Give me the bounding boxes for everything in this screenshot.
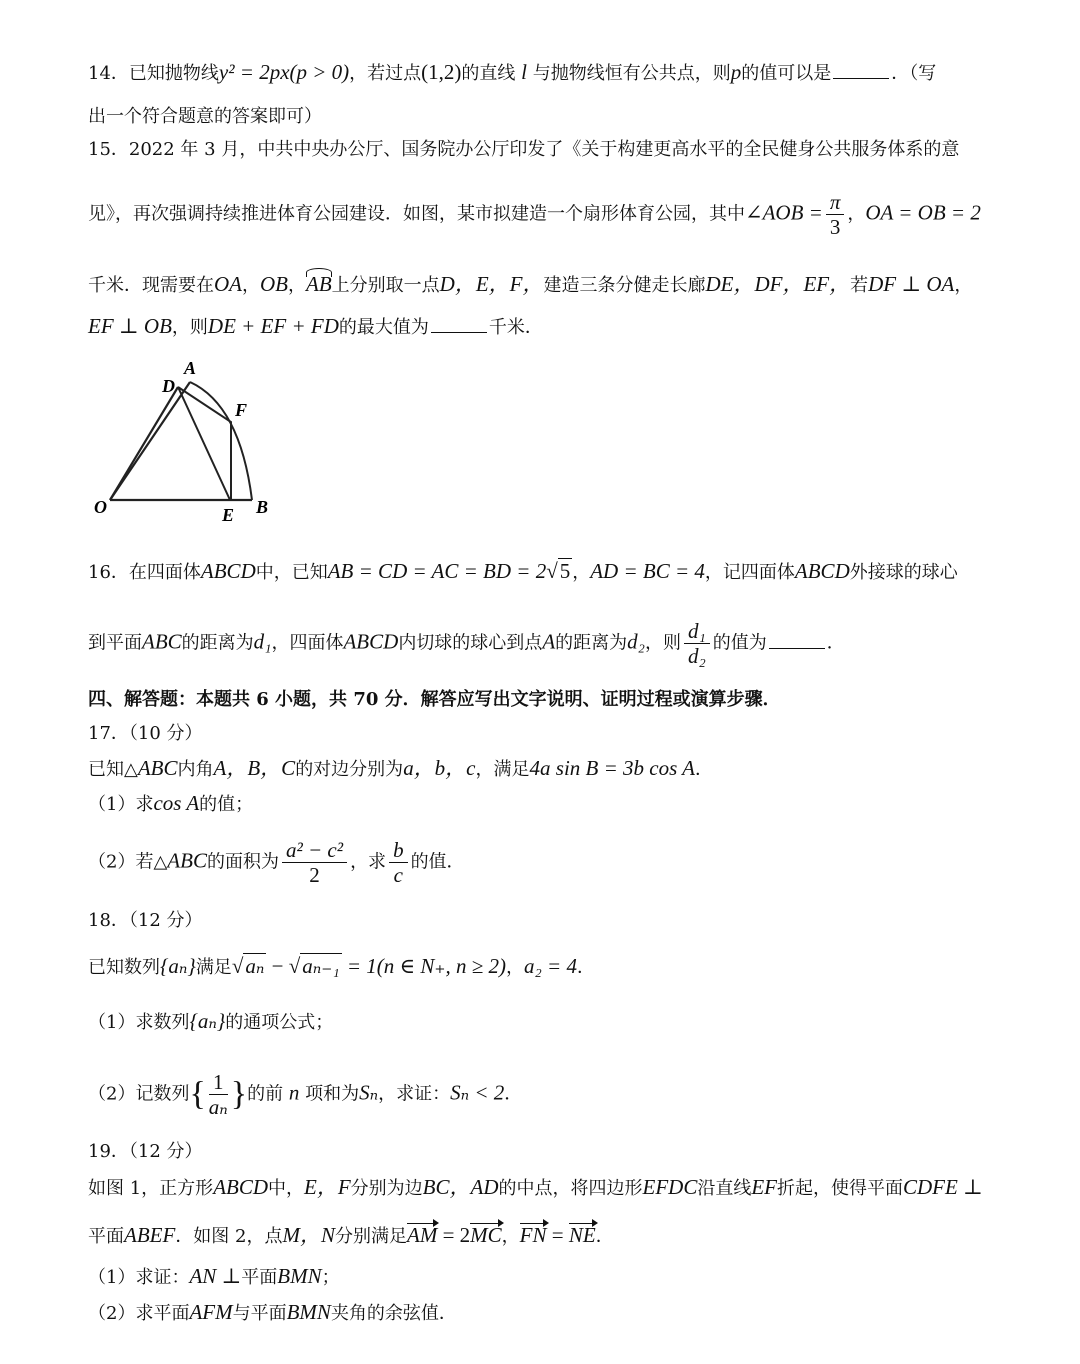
label-A: A (184, 358, 197, 378)
q18-sub1: （1）求数列{aₙ}的通项公式； (88, 1009, 334, 1033)
d1-over-d2: $\frac{\text{d₁}}{\text{d₂}}$ (684, 619, 710, 668)
q17-head: 17．（10 分） (88, 723, 203, 744)
answer-blank (833, 64, 889, 79)
label-O: O (94, 497, 107, 517)
q15-line1: 15．2022 年 3 月，中共中央办公厅、国务院办公厅印发了《关于构建更高水平的全民健身公共服务体系的意 (88, 139, 960, 160)
section-heading: 四、解答题：本题共 6 小题，共 70 分．解答应写出文字说明、证明过程或演算步骤． (88, 689, 781, 710)
q14-line1: 14．已知抛物线y² = 2px(p > 0)，若过点(1,2)的直线 l 与抛物线恒有公共点，则p的值可以是 ．（写 (88, 60, 937, 84)
label-D: D (162, 376, 175, 396)
q17-sub1: （1）求cos A的值； (88, 791, 254, 815)
label-B: B (256, 497, 269, 517)
answer-blank (431, 318, 487, 333)
q18-head: 18．（12 分） (88, 910, 203, 931)
answer-blank (769, 634, 825, 649)
q16-line2: 到平面ABC的距离为d₁，四面体ABCD内切球的球心到点A的距离为d₂，则 $\frac{\text{d₁}}{\text{d₂}}$ 的值为 ． (88, 619, 845, 669)
q15-line3: 千米．现需要在OA，OB，AB上分别取一点D，E，F，建造三条分健走长廊DE，DF，EF，若DF ⊥ OA， (88, 272, 973, 296)
one-over-an: $\frac{1}{\text{aₙ}}$ (208, 1070, 228, 1120)
vector-mc: MC (470, 1223, 502, 1247)
pi-over-3: $\frac{\pi}{3}$ (826, 190, 845, 239)
q18-sub2: （2）记数列{ $\frac{1}{\text{aₙ}}$ }的前 n 项和为Sₙ，求证：Sₙ < 2． (88, 1070, 523, 1120)
q19-head: 19．（12 分） (88, 1141, 203, 1162)
q14-line2: 出一个符合题意的答案即可） (88, 106, 322, 127)
q19-line1: 如图 1，正方形ABCD中，E，F分别为边BC，AD的中点，将四边形EFDC沿直线EF折起，使得平面CDFE ⊥ (88, 1175, 983, 1199)
q15-line4: EF ⊥ OB，则DE + EF + FD的最大值为 千米． (88, 314, 543, 338)
q19-line2: 平面ABEF．如图 2，点M，N分别满足AM = 2MC，FN = NE． (88, 1223, 614, 1247)
q19-sub2: （2）求平面AFM与平面BMN夹角的余弦值． (88, 1300, 457, 1324)
label-F: F (235, 400, 248, 420)
q17-line1: 已知△ABC内角A，B，C的对边分别为a，b，c，满足4a sin B = 3b cos A． (88, 756, 713, 780)
arc-ab: AB (306, 272, 332, 296)
vector-am: AM (407, 1223, 438, 1247)
label-E: E (222, 505, 235, 525)
q15-line2: 见》，再次强调持续推进体育公园建设．如图，某市拟建造一个扇形体育公园，其中∠AOB = $\frac{\pi}{3}$ ，OA = OB = 2 (88, 190, 981, 240)
b-over-c: $\frac{b}{c}$ (389, 838, 408, 887)
sector-figure (90, 355, 280, 525)
vector-fn: FN (519, 1223, 547, 1247)
q17-sub2: （2）若△ABC的面积为 $\frac{\text{a² − c²}}{2}$ ，求 $\frac{b}{c}$ 的值． (88, 838, 465, 888)
q18-line1: 已知数列{aₙ}满足√aₙ − √aₙ₋₁ = 1(n ∈ N₊, n ≥ 2)，a₂ = 4． (88, 954, 595, 978)
vector-ne: NE (568, 1223, 596, 1247)
q19-sub1: （1）求证：AN ⊥平面BMN； (88, 1264, 340, 1288)
q16-line1: 16．在四面体ABCD中，已知AB = CD = AC = BD = 2√5 ，AD = BC = 4，记四面体ABCD外接球的球心 (88, 559, 958, 583)
area-fraction: $\frac{\text{a² − c²}}{2}$ (282, 838, 347, 887)
